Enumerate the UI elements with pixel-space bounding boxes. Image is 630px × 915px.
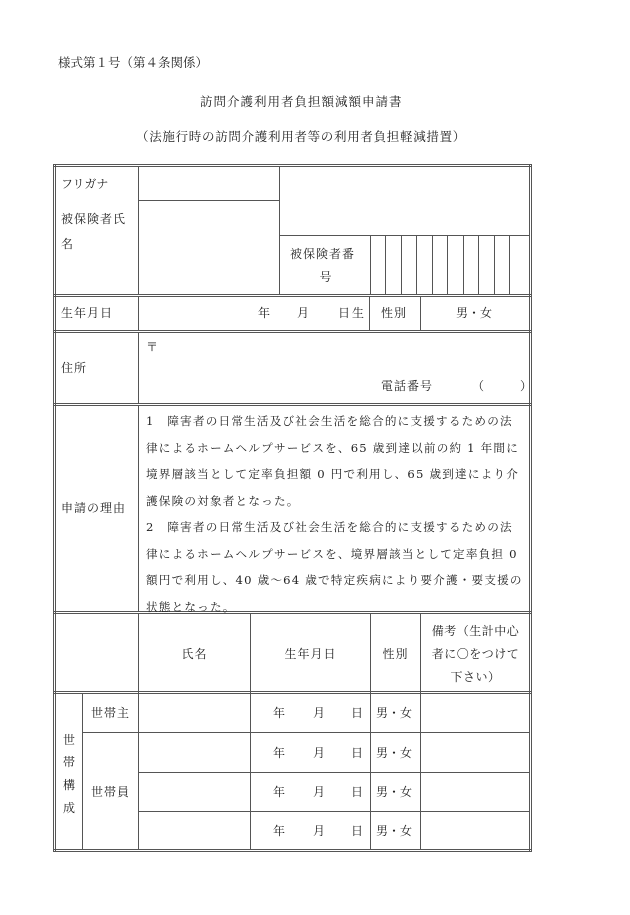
household-row-1-name[interactable] <box>140 695 249 731</box>
col-gender-header: 性別 <box>382 647 409 661</box>
postal-mark: 〒 <box>146 340 159 354</box>
birth-month-unit: 月 <box>297 306 310 320</box>
row-1-gender[interactable]: 男・女 <box>376 706 413 720</box>
household-label-char: 世 <box>63 733 76 747</box>
row-2-gender[interactable]: 男・女 <box>376 746 413 760</box>
gender-options[interactable]: 男・女 <box>456 306 493 320</box>
insured-number-label-2: 号 <box>319 270 332 284</box>
col-remarks-header-2: 者に〇をつけて <box>431 647 520 661</box>
household-row-1-remarks[interactable] <box>421 695 529 731</box>
address-field[interactable] <box>160 336 528 364</box>
gender-label: 性別 <box>381 306 408 320</box>
row-4-day: 日 <box>351 824 364 838</box>
insured-name-field[interactable] <box>140 202 278 293</box>
reason-line: 2 障害者の日常生活及び社会生活を総合的に支援するための法 <box>146 520 513 534</box>
insured-name-label-2: 名 <box>61 237 74 251</box>
household-row-3-name[interactable] <box>140 774 249 810</box>
insured-name-label-1: 被保険者氏 <box>61 212 127 226</box>
form-number: 様式第１号（第４条関係） <box>58 55 209 70</box>
form-title: 訪問介護利用者負担額減額申請書 <box>200 94 403 109</box>
row-1-year: 年 <box>273 706 286 720</box>
reason-line: 境界層該当として定率負担額 0 円で利用し、65 歳到達により介 <box>146 467 520 481</box>
insured-number-label-1: 被保険者番 <box>290 247 356 261</box>
row-1-month: 月 <box>313 706 326 720</box>
household-label-char: 構 <box>63 778 76 792</box>
col-remarks-header-1: 備考（生計中心 <box>431 624 520 638</box>
phone-label: 電話番号 <box>381 379 434 393</box>
household-label-char: 成 <box>63 801 76 815</box>
household-row-2-remarks[interactable] <box>421 734 529 771</box>
household-row-4-name[interactable] <box>140 813 249 848</box>
reason-label: 申請の理由 <box>61 501 127 515</box>
birthdate-field[interactable] <box>140 298 368 329</box>
form-subtitle: （法施行時の訪問介護利用者等の利用者負担軽減措置） <box>136 129 467 144</box>
reason-line: 律によるホームヘルプサービスを、65 歳到達以前の約 1 年間に <box>146 440 520 455</box>
col-name-header: 氏名 <box>181 647 208 661</box>
row-2-day: 日 <box>351 746 364 760</box>
household-member-label: 世帯員 <box>90 785 130 799</box>
birth-year-unit: 年 <box>258 306 271 320</box>
row-2-month: 月 <box>313 746 326 760</box>
reason-line: 額円で利用し、40 歳～64 歳で特定疾病により要介護・要支援の <box>146 573 523 587</box>
reason-option-2[interactable] <box>146 514 523 620</box>
row-4-year: 年 <box>273 824 286 838</box>
reason-line: 状態となった。 <box>146 599 236 614</box>
row-3-year: 年 <box>273 785 286 799</box>
birthdate-label: 生年月日 <box>61 306 114 320</box>
row-2-year: 年 <box>273 746 286 760</box>
row-4-gender[interactable]: 男・女 <box>376 824 413 838</box>
reason-line: 1 障害者の日常生活及び社会生活を総合的に支援するための法 <box>146 414 513 428</box>
household-label-char: 帯 <box>63 755 76 769</box>
household-row-3-remarks[interactable] <box>421 774 529 810</box>
furigana-label: フリガナ <box>61 177 109 191</box>
row-1-day: 日 <box>351 706 364 720</box>
furigana-field[interactable] <box>140 168 278 199</box>
row-3-month: 月 <box>313 785 326 799</box>
household-head-label: 世帯主 <box>90 706 130 720</box>
col-birthdate-header: 生年月日 <box>284 647 337 661</box>
reason-option-1[interactable] <box>146 408 519 514</box>
row-3-day: 日 <box>351 785 364 799</box>
row-4-month: 月 <box>313 824 326 838</box>
birth-day-unit: 日生 <box>338 306 367 320</box>
col-remarks-header-3: 下さい） <box>450 670 501 684</box>
household-row-2-name[interactable] <box>140 734 249 771</box>
insured-number-field[interactable] <box>371 237 529 293</box>
row-3-gender[interactable]: 男・女 <box>376 785 413 799</box>
address-label: 住所 <box>61 361 88 375</box>
phone-field[interactable]: （ ） <box>472 379 533 393</box>
reason-line: 律によるホームヘルプサービスを、境界層該当として定率負担 0 <box>146 546 518 561</box>
household-row-4-remarks[interactable] <box>421 813 529 848</box>
reason-line: 護保険の対象者となった。 <box>146 493 300 508</box>
